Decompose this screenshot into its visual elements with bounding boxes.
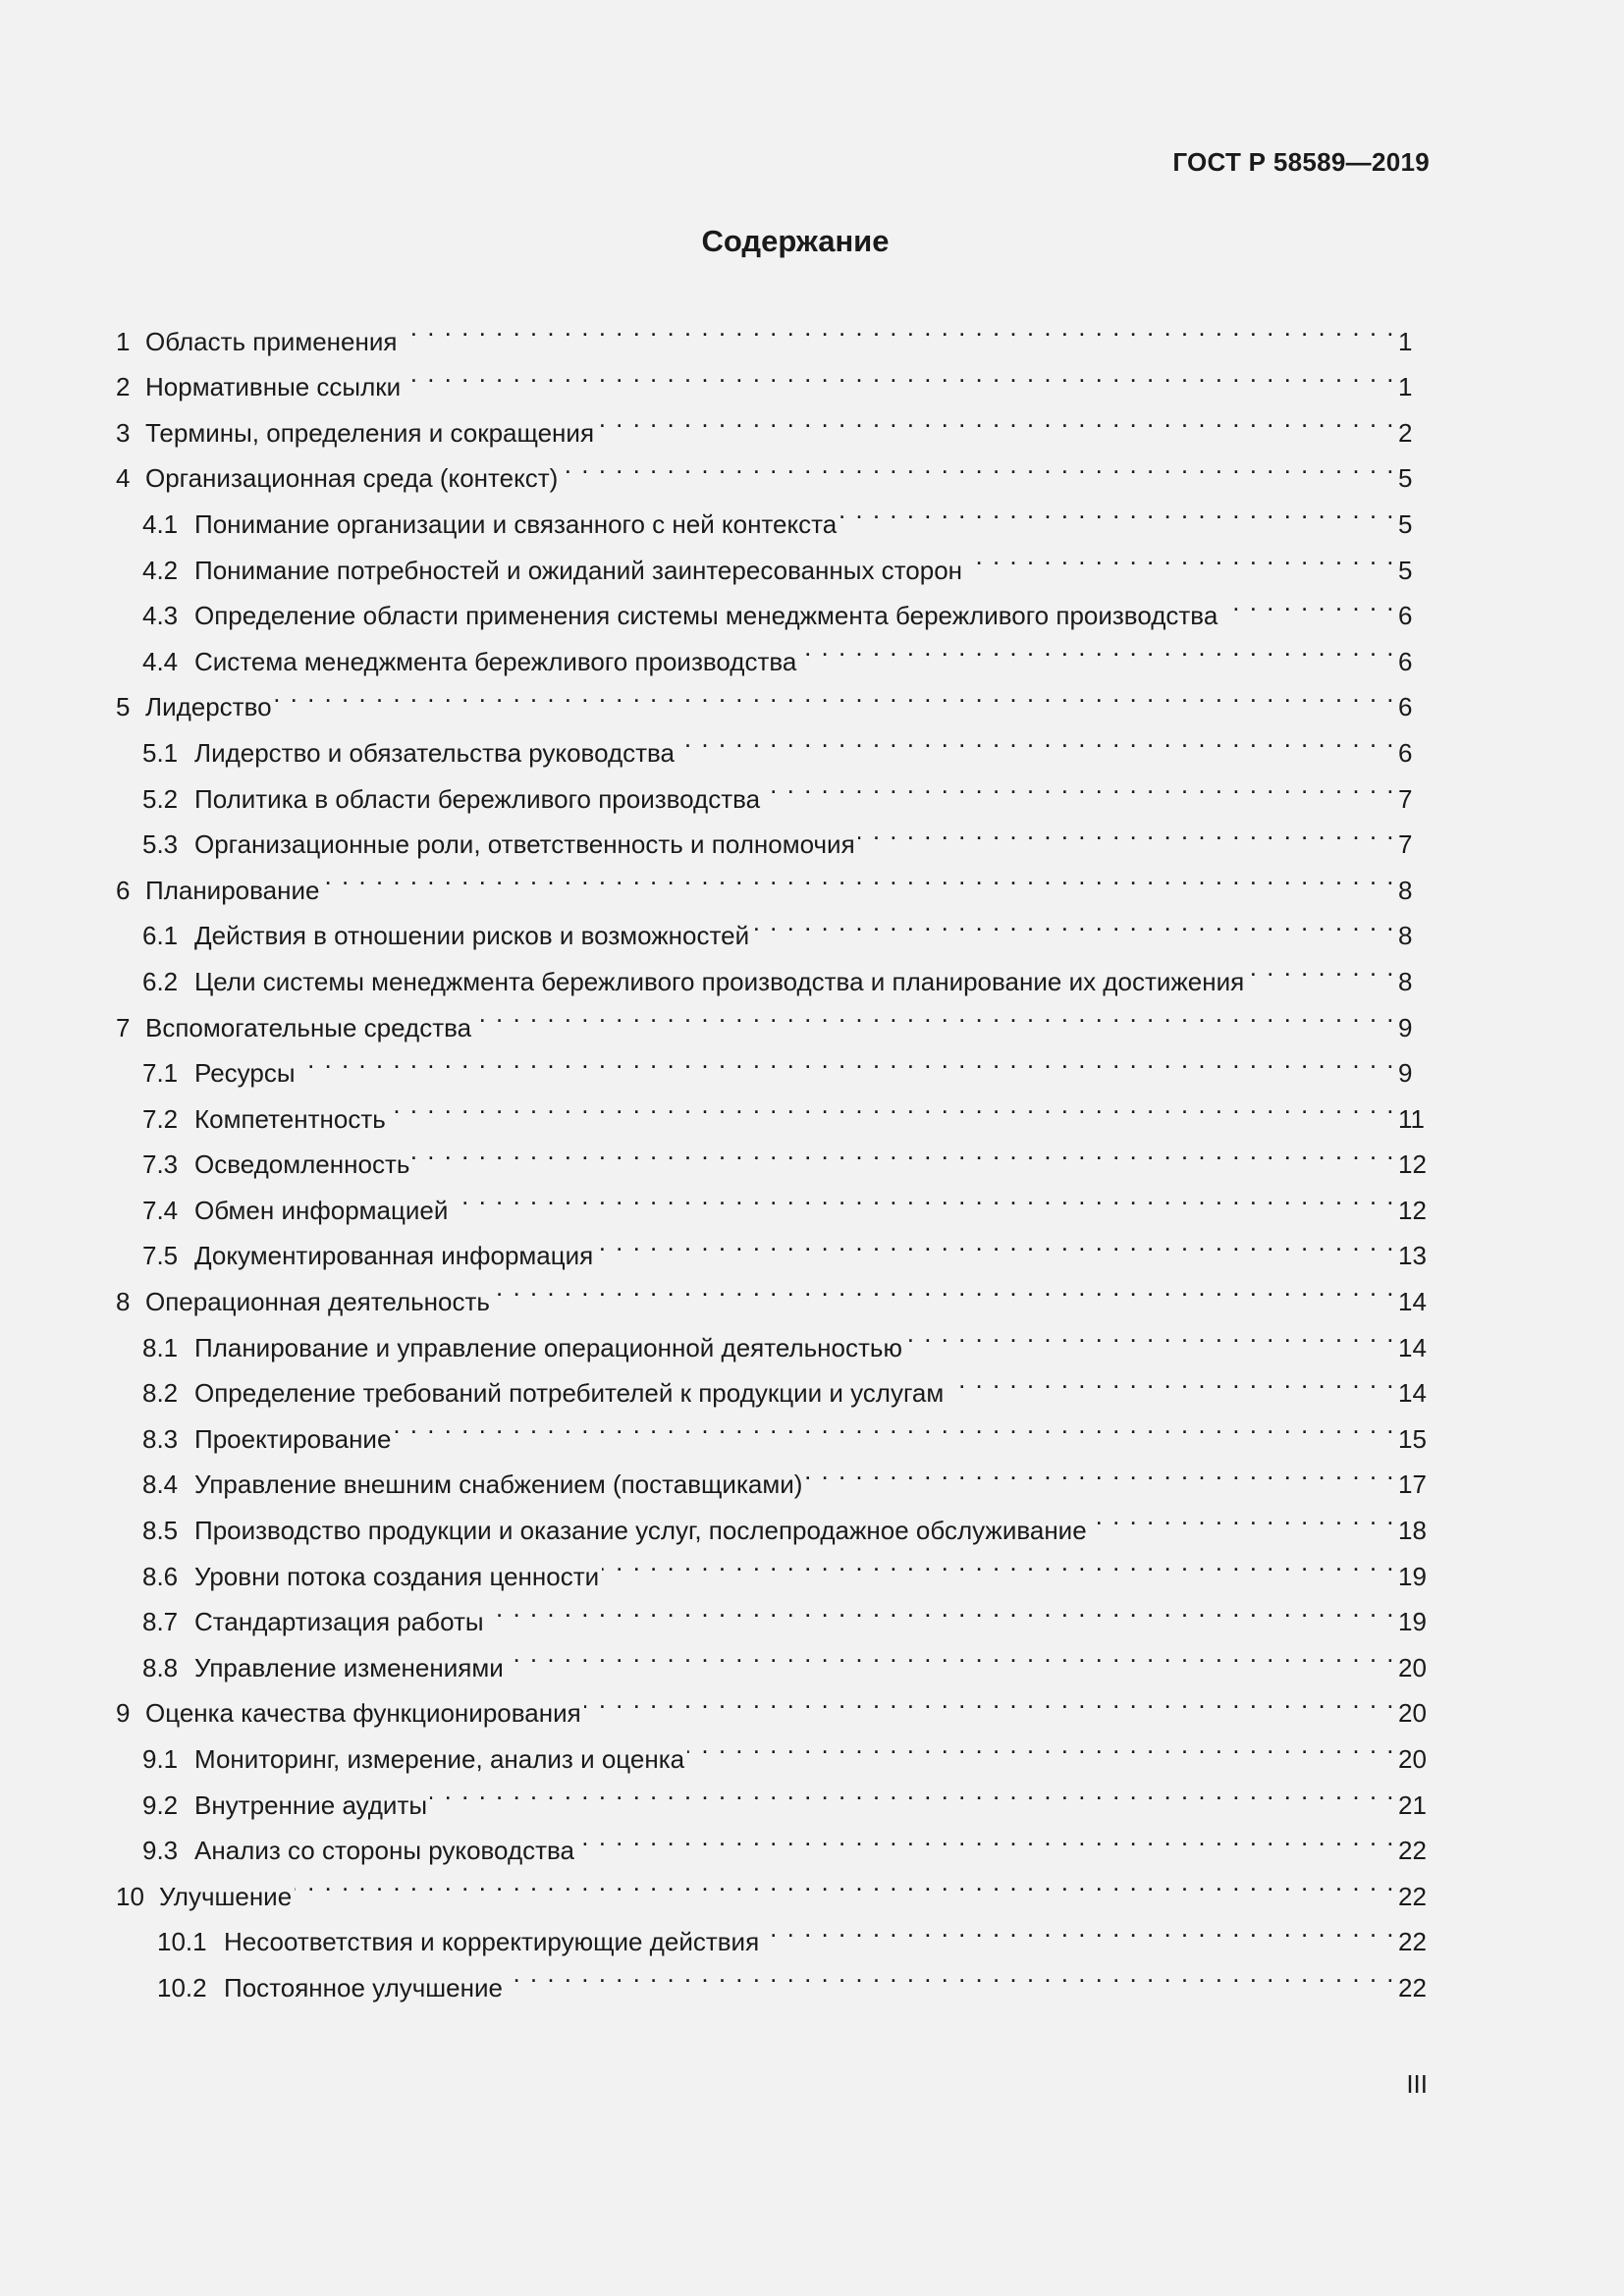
toc-entry-page: 22 — [1398, 1927, 1427, 1957]
toc-entry[interactable] — [116, 1950, 1430, 2002]
toc-entry[interactable] — [116, 487, 1430, 539]
toc-entry-page: 12 — [1398, 1149, 1427, 1180]
toc-leader-dots — [799, 624, 1395, 670]
toc-entry-number: 6.2 — [142, 966, 179, 996]
toc-entry-title: Оценка качества функционирования — [145, 1698, 581, 1729]
toc-entry-title: Несоответствия и корректирующие действия — [224, 1927, 760, 1957]
toc-entry-number: 9 — [116, 1698, 131, 1729]
toc-entry-page: 7 — [1398, 783, 1413, 814]
toc-entry-title: Планирование и управление операционной деятельностью — [194, 1332, 902, 1362]
toc-entry[interactable] — [116, 1539, 1430, 1591]
toc-entry-title: Действия в отношении рисков и возможностей — [194, 921, 750, 951]
toc-leader-dots — [394, 1402, 1395, 1448]
toc-entry-page: 20 — [1398, 1652, 1427, 1682]
toc-entry[interactable] — [116, 670, 1430, 722]
toc-entry[interactable] — [116, 899, 1430, 951]
toc-entry-page: 21 — [1398, 1789, 1427, 1820]
toc-entry-title: Нормативные ссылки — [145, 372, 402, 402]
toc-entry-title: Определение области применения системы менеджмента бережливого производства — [194, 601, 1218, 631]
page-number: III — [1406, 2069, 1428, 2099]
toc-entry-page: 6 — [1398, 646, 1413, 676]
toc-entry-page: 6 — [1398, 692, 1413, 722]
toc-entry-number: 6 — [116, 875, 131, 905]
toc-entry-page: 8 — [1398, 875, 1413, 905]
toc-entry-number: 9.2 — [142, 1789, 179, 1820]
toc-entry-page: 17 — [1398, 1469, 1427, 1500]
toc-entry-title: Лидерство и обязательства руководства — [194, 737, 676, 768]
toc-leader-dots — [389, 1082, 1395, 1128]
toc-entry-number: 8.6 — [142, 1561, 179, 1591]
toc-leader-dots — [858, 808, 1395, 854]
toc-entry[interactable] — [116, 853, 1430, 905]
toc-entry-page: 2 — [1398, 417, 1413, 448]
toc-entry-page: 19 — [1398, 1607, 1427, 1637]
toc-entry-title: Вспомогательные средства — [145, 1012, 472, 1042]
toc-entry-title: Обмен информацией — [194, 1195, 449, 1225]
toc-entry-page: 20 — [1398, 1744, 1427, 1774]
toc-entry-page: 12 — [1398, 1195, 1427, 1225]
toc-entry-title: Термины, определения и сокращения — [145, 417, 595, 448]
toc-leader-dots — [677, 716, 1395, 762]
toc-leader-dots — [430, 1768, 1395, 1814]
toc-leader-dots — [451, 1173, 1395, 1219]
toc-entry-number: 7.2 — [142, 1103, 179, 1134]
toc-entry[interactable] — [116, 1357, 1430, 1409]
toc-entry-title: Организационные роли, ответственность и полномочия — [194, 829, 855, 860]
toc-entry-page: 6 — [1398, 737, 1413, 768]
toc-entry-title: Политика в области бережливого производства — [194, 783, 761, 814]
toc-entry-title: Понимание организации и связанного с ней контекста — [194, 508, 838, 539]
toc-entry[interactable] — [116, 1082, 1430, 1134]
toc-leader-dots — [905, 1310, 1395, 1357]
toc-leader-dots — [752, 899, 1395, 945]
toc-leader-dots — [493, 1264, 1395, 1310]
toc-entry[interactable] — [116, 1037, 1430, 1089]
toc-entry-page: 1 — [1398, 372, 1413, 402]
toc-entry-number: 10 — [116, 1881, 144, 1911]
toc-entry[interactable] — [116, 1814, 1430, 1866]
toc-entry-number: 7.3 — [142, 1149, 179, 1180]
toc-entry[interactable] — [116, 1173, 1430, 1225]
toc-entry[interactable] — [116, 1905, 1430, 1957]
toc-entry-page: 6 — [1398, 601, 1413, 631]
toc-entry-title: Мониторинг, измерение, анализ и оценка — [194, 1744, 685, 1774]
toc-entry-title: Производство продукции и оказание услуг, послепродажное обслуживание — [194, 1516, 1087, 1546]
toc-entry-number: 9.3 — [142, 1836, 179, 1866]
toc-entry[interactable] — [116, 1128, 1430, 1180]
toc-leader-dots — [298, 1037, 1395, 1083]
toc-entry-title: Организационная среда (контекст) — [145, 463, 559, 494]
toc-entry-number: 8.8 — [142, 1652, 179, 1682]
toc-entry-title: Цели системы менеджмента бережливого производства и планирование их достижения — [194, 966, 1245, 996]
toc-entry-number: 8 — [116, 1287, 131, 1317]
toc-entry-title: Уровни потока создания ценности — [194, 1561, 600, 1591]
toc-entry-title: Область применения — [145, 326, 398, 356]
toc-entry-number: 7 — [116, 1012, 131, 1042]
toc-leader-dots — [584, 1677, 1395, 1723]
toc-entry[interactable] — [116, 1493, 1430, 1546]
toc-entry-number: 4 — [116, 463, 131, 494]
toc-leader-dots — [577, 1814, 1395, 1860]
toc-leader-dots — [602, 1539, 1395, 1585]
toc-entry-page: 9 — [1398, 1012, 1413, 1042]
toc-entry-page: 9 — [1398, 1058, 1413, 1089]
toc-leader-dots — [763, 762, 1395, 808]
toc-leader-dots — [404, 350, 1395, 397]
toc-entry[interactable] — [116, 1219, 1430, 1271]
toc-entry-number: 8.3 — [142, 1423, 179, 1454]
toc-entry-page: 8 — [1398, 966, 1413, 996]
toc-leader-dots — [839, 487, 1395, 533]
toc-leader-dots — [947, 1357, 1395, 1403]
toc-entry-page: 22 — [1398, 1836, 1427, 1866]
toc-leader-dots — [805, 1448, 1395, 1494]
toc-entry-title: Определение требований потребителей к продукции и услугам — [194, 1378, 945, 1409]
toc-entry[interactable] — [116, 1859, 1430, 1911]
toc-entry-title: Постоянное улучшение — [224, 1972, 503, 2002]
toc-entry-title: Ресурсы — [194, 1058, 296, 1089]
toc-entry-number: 8.1 — [142, 1332, 179, 1362]
toc-entry-number: 5.2 — [142, 783, 179, 814]
toc-entry[interactable] — [116, 442, 1430, 494]
toc-leader-dots — [762, 1905, 1395, 1951]
toc-entry[interactable] — [116, 624, 1430, 676]
toc-leader-dots — [295, 1859, 1395, 1905]
toc-entry-title: Внутренние аудиты — [194, 1789, 428, 1820]
toc-entry[interactable] — [116, 1768, 1430, 1820]
toc-entry[interactable] — [116, 533, 1430, 585]
toc-entry-number: 7.5 — [142, 1241, 179, 1271]
toc-entry-number: 5.3 — [142, 829, 179, 860]
toc-entry-number: 4.1 — [142, 508, 179, 539]
toc-entry-number: 3 — [116, 417, 131, 448]
toc-entry-title: Операционная деятельность — [145, 1287, 490, 1317]
toc-entry-title: Управление изменениями — [194, 1652, 504, 1682]
toc-entry-title: Стандартизация работы — [194, 1607, 484, 1637]
toc-entry[interactable] — [116, 990, 1430, 1042]
toc-entry[interactable] — [116, 1585, 1430, 1637]
toc-leader-dots — [561, 442, 1395, 488]
toc-entry-title: Улучшение — [159, 1881, 293, 1911]
toc-leader-dots — [412, 1128, 1395, 1174]
toc-entry-page: 5 — [1398, 463, 1413, 494]
toc-entry-title: Управление внешним снабжением (поставщиками) — [194, 1469, 803, 1500]
toc-entry-page: 18 — [1398, 1516, 1427, 1546]
toc-leader-dots — [400, 304, 1395, 350]
document-code: ГОСТ Р 58589—2019 — [1172, 147, 1430, 177]
toc-entry[interactable] — [116, 579, 1430, 631]
toc-entry-page: 1 — [1398, 326, 1413, 356]
toc-entry-title: Система менеджмента бережливого производства — [194, 646, 797, 676]
toc-entry-page: 8 — [1398, 921, 1413, 951]
toc-entry[interactable] — [116, 1402, 1430, 1454]
toc-entry-page: 7 — [1398, 829, 1413, 860]
toc-entry-title: Компетентность — [194, 1103, 386, 1134]
toc-entry[interactable] — [116, 762, 1430, 814]
toc-entry-page: 14 — [1398, 1332, 1427, 1362]
toc-entry[interactable] — [116, 350, 1430, 402]
toc-leader-dots — [275, 670, 1395, 717]
toc-entry-number: 1 — [116, 326, 131, 356]
toc-entry[interactable] — [116, 1722, 1430, 1774]
toc-entry-number: 4.2 — [142, 555, 179, 585]
toc-leader-dots — [506, 1950, 1395, 1997]
toc-entry-number: 4.3 — [142, 601, 179, 631]
toc-entry-title: Понимание потребностей и ожиданий заинтересованных сторон — [194, 555, 963, 585]
toc-entry-number: 10.2 — [157, 1972, 207, 2002]
toc-entry-title: Проектирование — [194, 1423, 392, 1454]
toc-entry-number: 4.4 — [142, 646, 179, 676]
toc-entry-page: 11 — [1398, 1103, 1425, 1134]
toc-entry-page: 15 — [1398, 1423, 1427, 1454]
toc-entry-number: 7.4 — [142, 1195, 179, 1225]
toc-leader-dots — [1220, 579, 1395, 625]
toc-entry-page: 22 — [1398, 1972, 1427, 2002]
toc-entry-page: 5 — [1398, 555, 1413, 585]
toc-entry-page: 19 — [1398, 1561, 1427, 1591]
toc-entry[interactable] — [116, 1677, 1430, 1729]
toc-entry[interactable] — [116, 1264, 1430, 1317]
toc-entry-number: 7.1 — [142, 1058, 179, 1089]
toc-leader-dots — [597, 396, 1395, 442]
toc-entry-page: 22 — [1398, 1881, 1427, 1911]
toc-leader-dots — [687, 1722, 1395, 1768]
toc-leader-dots — [474, 990, 1395, 1037]
toc-entry-title: Планирование — [145, 875, 320, 905]
toc-leader-dots — [1090, 1493, 1395, 1539]
toc-entry-number: 8.5 — [142, 1516, 179, 1546]
toc-entry-number: 9.1 — [142, 1744, 179, 1774]
toc-entry-number: 8.4 — [142, 1469, 179, 1500]
toc-entry[interactable] — [116, 396, 1430, 448]
toc-entry[interactable] — [116, 304, 1430, 356]
toc-entry-number: 6.1 — [142, 921, 179, 951]
toc-entry-number: 2 — [116, 372, 131, 402]
toc-leader-dots — [596, 1219, 1395, 1265]
toc-entry-title: Осведомленность — [194, 1149, 410, 1180]
toc-entry-number: 8.7 — [142, 1607, 179, 1637]
toc-entry[interactable] — [116, 944, 1430, 996]
toc-entry-title: Анализ со стороны руководства — [194, 1836, 575, 1866]
page-title: Содержание — [701, 224, 890, 258]
toc-leader-dots — [507, 1630, 1395, 1677]
toc-entry-page: 14 — [1398, 1287, 1427, 1317]
toc-entry[interactable] — [116, 1448, 1430, 1500]
toc-entry[interactable] — [116, 808, 1430, 860]
toc-entry-page: 14 — [1398, 1378, 1427, 1409]
toc-entry[interactable] — [116, 1630, 1430, 1682]
toc-leader-dots — [965, 533, 1395, 579]
toc-entry-page: 13 — [1398, 1241, 1427, 1271]
toc-leader-dots — [1247, 944, 1395, 990]
toc-entry[interactable] — [116, 716, 1430, 768]
toc-entry-title: Лидерство — [145, 692, 272, 722]
table-of-contents — [116, 304, 1430, 2002]
toc-leader-dots — [487, 1585, 1395, 1631]
toc-entry[interactable] — [116, 1310, 1430, 1362]
toc-entry-number: 10.1 — [157, 1927, 207, 1957]
toc-entry-page: 5 — [1398, 508, 1413, 539]
toc-entry-title: Документированная информация — [194, 1241, 594, 1271]
toc-entry-number: 8.2 — [142, 1378, 179, 1409]
toc-entry-number: 5 — [116, 692, 131, 722]
toc-leader-dots — [322, 853, 1395, 899]
toc-entry-page: 20 — [1398, 1698, 1427, 1729]
toc-entry-number: 5.1 — [142, 737, 179, 768]
